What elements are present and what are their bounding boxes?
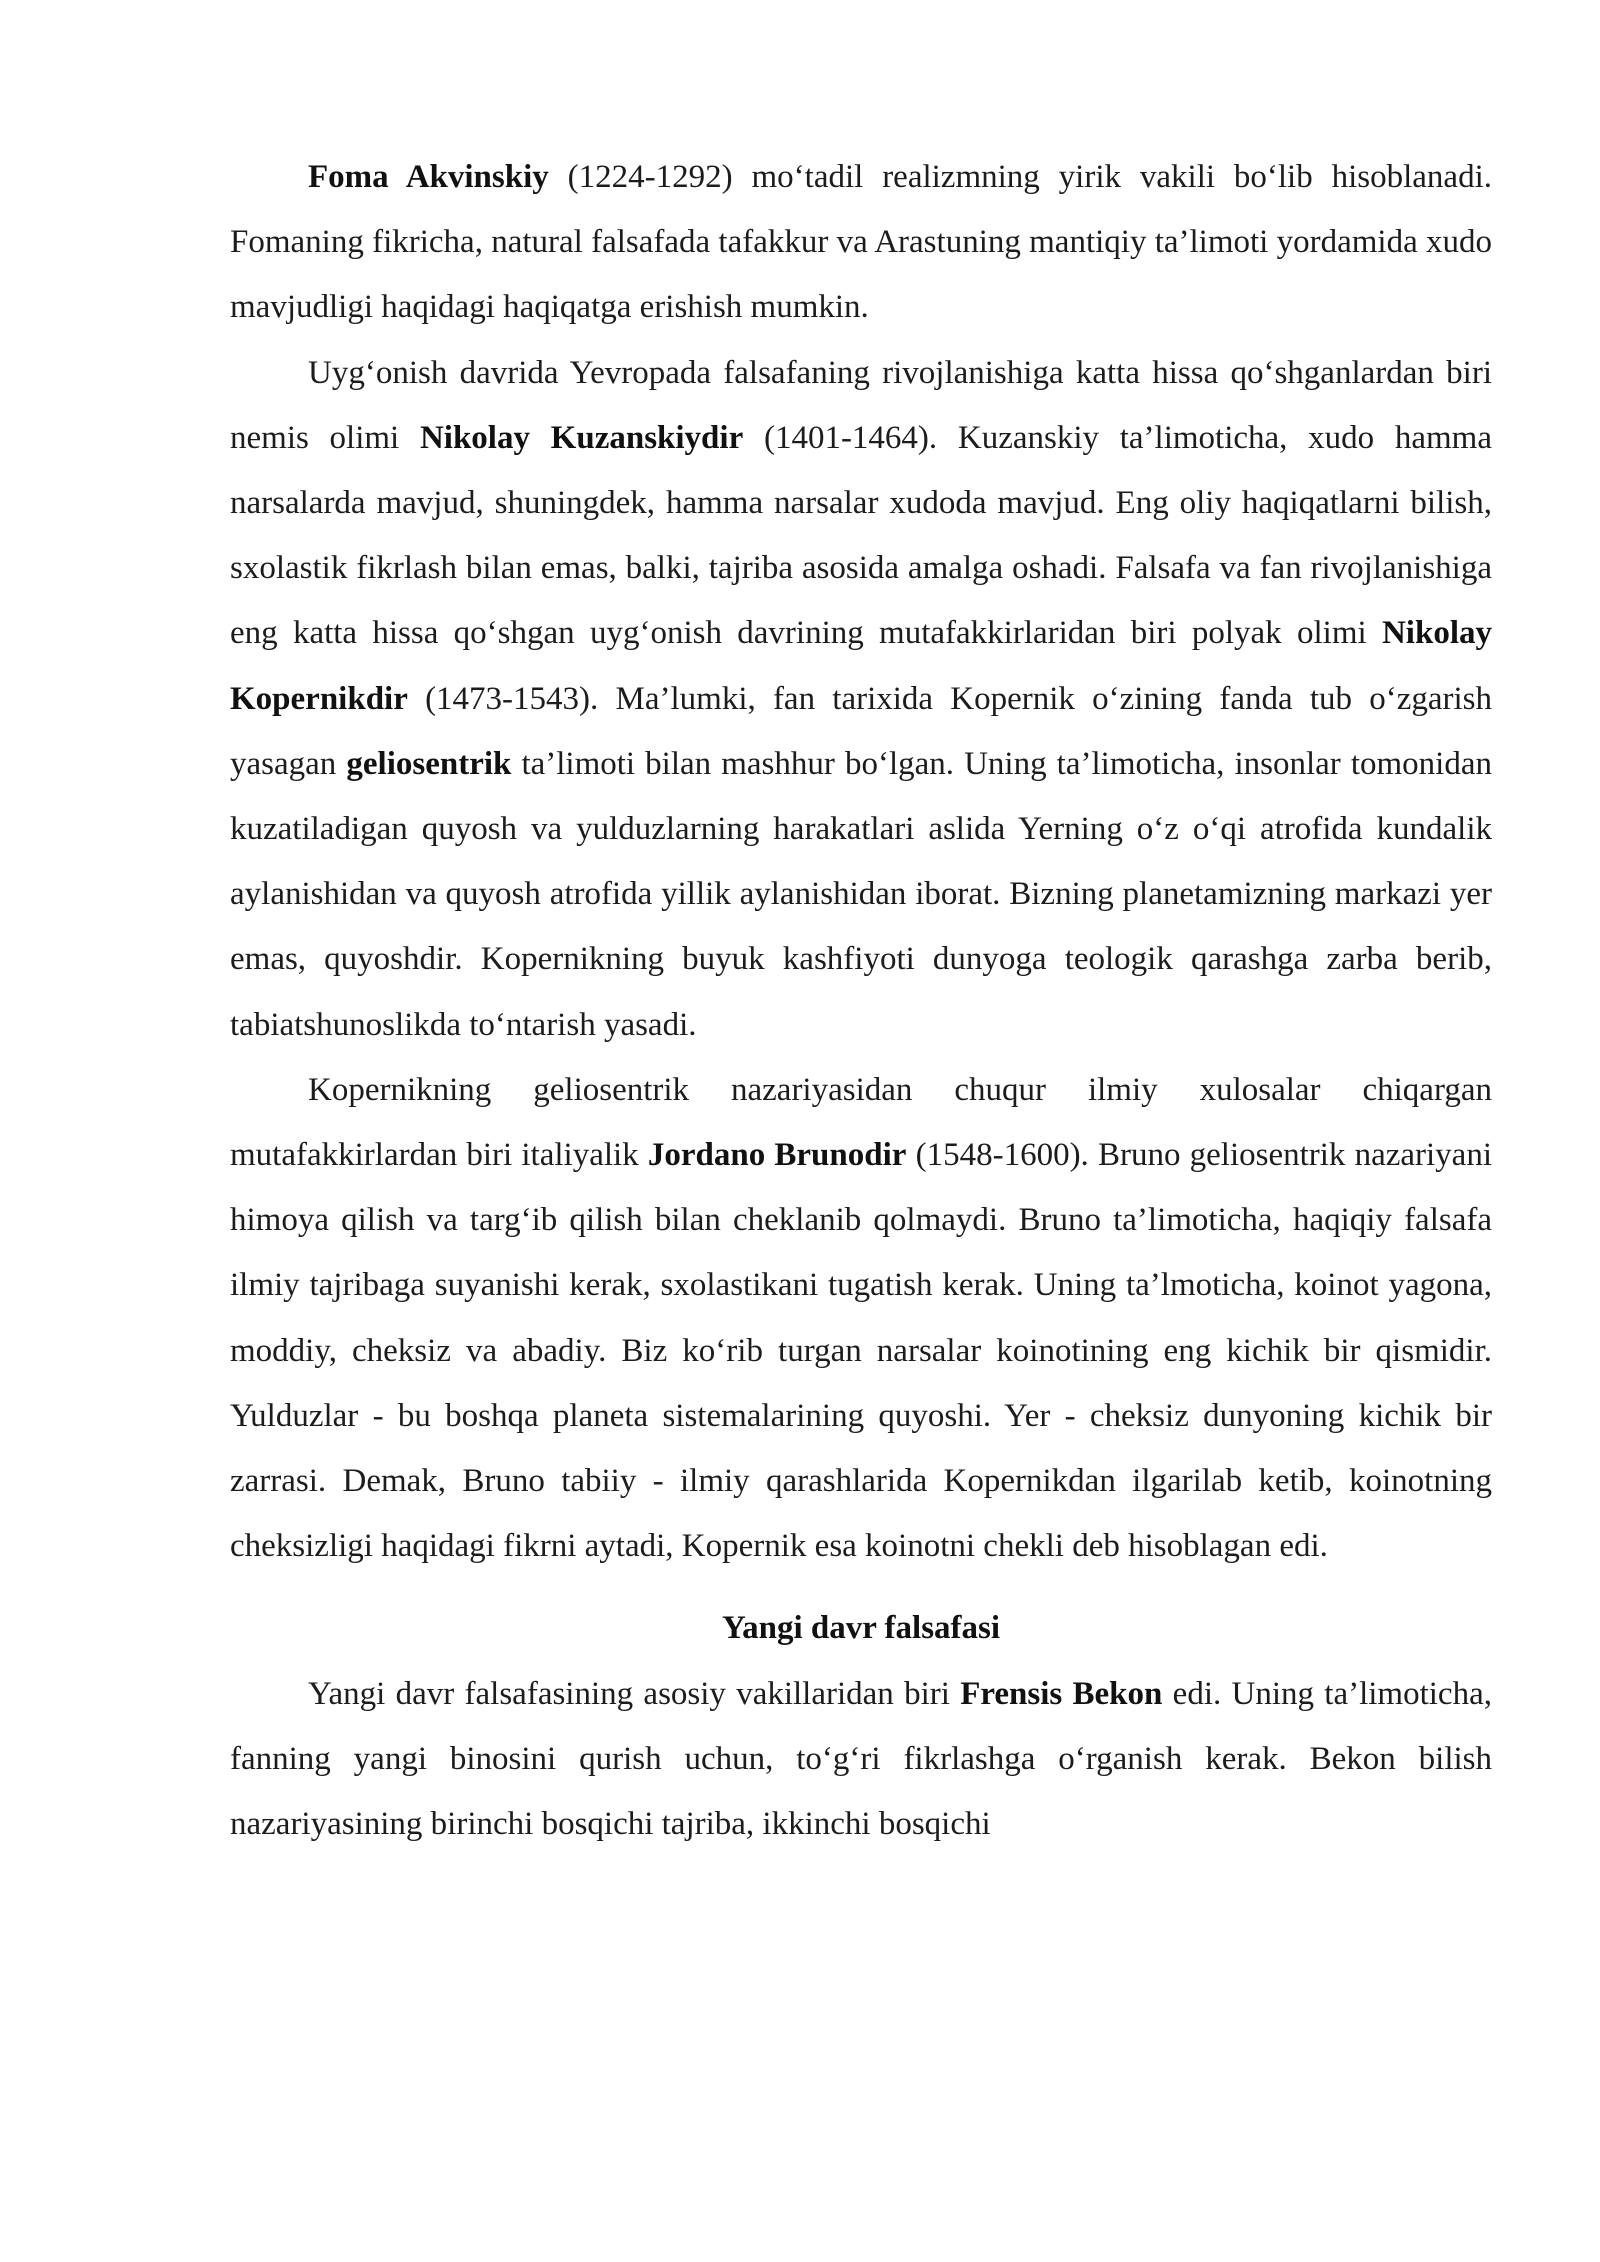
section-heading: Yangi davr falsafasi	[721, 1610, 1001, 1647]
bold-name: Nikolay Kopernikdir	[230, 615, 1492, 717]
bold-name: Frensis Bekon	[960, 1675, 1163, 1712]
bold-name: Jordano Brunodir	[647, 1137, 907, 1174]
paragraph-text: (1401-1464). Kuzanskiy ta’limoticha, xudo hamma narsalarda mavjud, shuningdek, hamma narsalar xudoda mavjud. Eng oliy haqiqatlarni bilish, sxolastik fikrlash bilan emas, balki, tajriba asosida amalga oshadi. Falsafa va fan rivojlanishiga eng katta hissa qo‘shgan uyg‘onish davrining mutafakkirlaridan biri polyak olimi	[230, 419, 1492, 652]
paragraph-text: (1548-1600). Bruno geliosentrik nazariyani himoya qilish va targ‘ib qilish bilan cheklanib qolmaydi. Bruno ta’limoticha, haqiqiy falsafa ilmiy tajribaga suyanishi kerak, sxolastikani tugatish kerak. Uning ta’lmoticha, koinot yagona, moddiy, cheksiz va abadiy. Biz ko‘rib turgan narsalar koinotining eng kichik bir qismidir. Yulduzlar - bu boshqa planeta sistemalarining quyoshi. Yer - cheksiz dunyoning kichik bir zarrasi. Demak, Bruno tabiiy - ilmiy qarashlarida Kopernikdan ilgarilab ketib, koinotning cheksizligi haqidagi fikrni aytadi, Kopernik esa koinotni chekli deb hisoblagan edi.	[230, 1137, 1493, 1565]
paragraph-jordano-bruno	[230, 1058, 1492, 1580]
paragraph-foma-akvinskiy	[230, 145, 1492, 341]
document-page	[230, 145, 1492, 1857]
paragraph-uygonish-davri	[230, 341, 1492, 1058]
paragraph-text: ta’limoti bilan mashhur bo‘lgan. Uning ta’limoticha, insonlar tomonidan kuzatiladigan quyosh va yulduzlarning harakatlari aslida Yerning o‘z o‘qi atrofida kundalik aylanishidan va quyosh atrofida yillik aylanishidan iborat. Bizning planetamizning markazi yer emas, quyoshdir. Kopernikning buyuk kashfiyoti dunyoga teologik qarashga zarba berib, tabiatshunoslikda to‘ntarish yasadi.	[230, 745, 1492, 1043]
paragraph-text: edi. Uning ta’limoticha, fanning yangi binosini qurish uchun, to‘g‘ri fikrlashga o‘rganish kerak. Bekon bilish nazariyasining birinchi bosqichi tajriba, ikkinchi bosqichi	[230, 1675, 1492, 1843]
paragraph-text: Kopernikning geliosentrik nazariyasidan chuqur ilmiy xulosalar chiqargan mutafakkirlardan biri italiyalik	[230, 1071, 1492, 1174]
bold-name: Nikolay Kuzanskiydir	[419, 419, 744, 456]
paragraph-text: (1224-1292) mo‘tadil realizmning yirik vakili bo‘lib hisoblanadi. Fomaning fikricha, natural falsafada tafakkur va Arastuning mantiqiy ta’limoti yordamida xudo mavjudligi haqidagi haqiqatga erishish mumkin.	[230, 159, 1492, 326]
bold-name: Foma Akvinskiy	[308, 159, 549, 195]
paragraph-text: Yangi davr falsafasining asosiy vakillaridan biri	[308, 1675, 961, 1712]
paragraph-frensis-bekon	[230, 1662, 1492, 1858]
bold-term: geliosentrik	[346, 745, 512, 782]
paragraph-text: Uyg‘onish davrida Yevropada falsafaning rivojlanishiga katta hissa qo‘shganlardan biri nemis olimi	[230, 354, 1492, 456]
paragraph-text: (1473-1543). Ma’lumki, fan tarixida Kopernik o‘zining fanda tub o‘zgarish yasagan	[230, 680, 1492, 782]
